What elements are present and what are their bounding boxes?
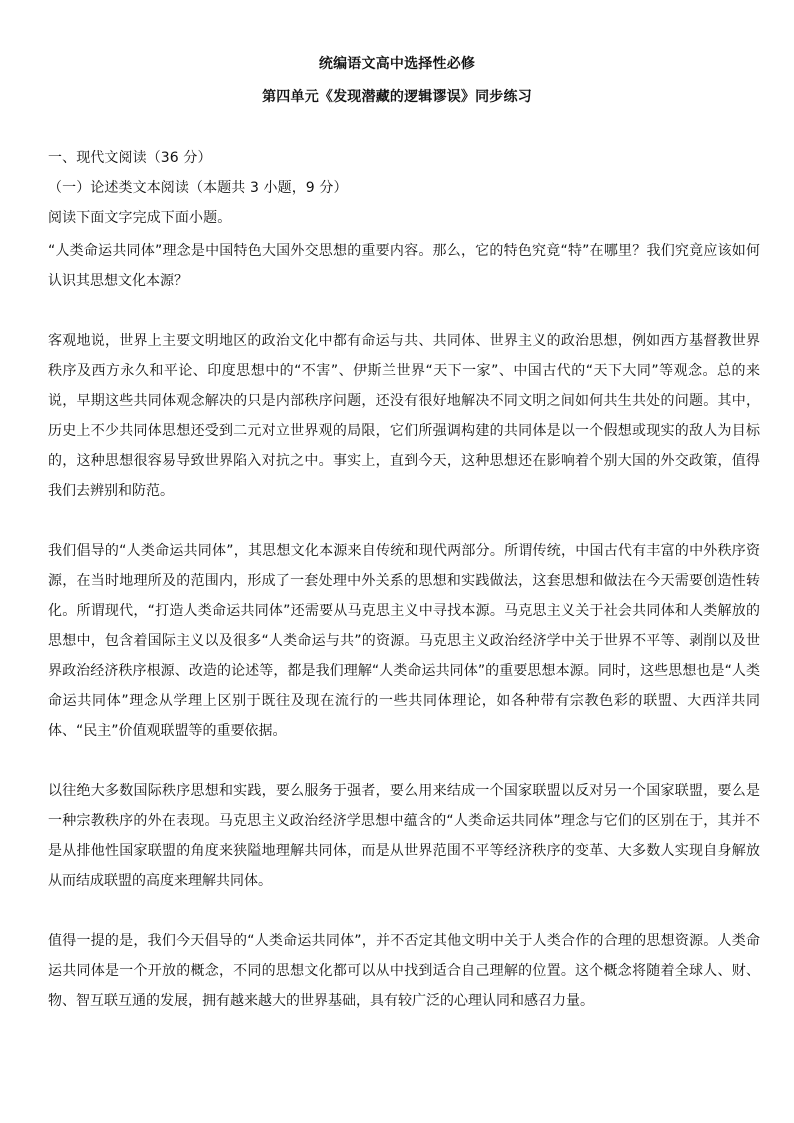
paragraph-3: 我们倡导的“人类命运共同体”，其思想文化本源来自传统和现代两部分。所谓传统，中国古代有丰富的中外秩序资源，在当时地理所及的范围内，形成了一套处理中外关系的思想和实践做法，这套思想和做法在今天需要创造性转化。所谓现代，“打造人类命运共同体”还需要从马克思主义中寻找本源。马克思主义关于社会共同体和人类解放的思想中，包含着国际主义以及很多“人类命运与共”的资源。马克思主义政治经济学中关于世界不平等、剥削以及世界政治经济秩序根源、改造的论述等，都是我们理解“人类命运共同体”的重要思想本源。同时，这些思想也是“人类命运共同体”理念从学理上区别于既往及现在流行的一些共同体理论，如各种带有宗教色彩的联盟、大西洋共同体、“民主”价值观联盟等的重要依据。 xyxy=(48,543,760,739)
document-title: 统编语文高中选择性必修 xyxy=(318,56,476,72)
paragraph-4: 以往绝大多数国际秩序思想和实践，要么服务于强者，要么用来结成一个国家联盟以反对另一个国家联盟，要么是一种宗教秩序的外在表现。马克思主义政治经济学思想中蕴含的“人类命运共同体”理念与它们的区别在于，其并不是从排他性国家联盟的角度来狭隘地理解共同体，而是从世界范围不平等经济秩序的变革、大多数人实现自身解放从而结成联盟的高度来理解共同体。 xyxy=(48,783,760,889)
document-body xyxy=(48,146,760,1016)
reading-instruction: 阅读下面文字完成下面小题。 xyxy=(48,210,232,226)
paragraph-intro: “人类命运共同体”理念是中国特色大国外交思想的重要内容。那么，它的特色究竟“特”在哪里？我们究竟应该如何认识其思想文化本源？ xyxy=(48,243,760,289)
section-subheading: （一）论述类文本阅读（本题共 3 小题，9 分） xyxy=(48,180,348,196)
paragraph-gap xyxy=(48,746,760,776)
paragraph-5: 值得一提的是，我们今天倡导的“人类命运共同体”，并不否定其他文明中关于人类合作的合理的思想资源。人类命运共同体是一个开放的概念，不同的思想文化都可以从中找到适合自己理解的位置。这个概念将随着全球人、财、物、智互联互通的发展，拥有越来越大的世界基础，具有较广泛的心理认同和感召力量。 xyxy=(48,933,760,1009)
document-subtitle: 第四单元《发现潜藏的逻辑谬误》同步练习 xyxy=(262,89,532,105)
paragraph-gap xyxy=(48,506,760,536)
section-heading: 一、现代文阅读（36 分） xyxy=(48,150,212,166)
paragraph-gap xyxy=(48,896,760,926)
paragraph-2: 客观地说，世界上主要文明地区的政治文化中都有命运与共、共同体、世界主义的政治思想，例如西方基督教世界秩序及西方永久和平论、印度思想中的“不害”、伊斯兰世界“天下一家”、中国古代的“天下大同”等观念。总的来说，早期这些共同体观念解决的只是内部秩序问题，还没有很好地解决不同文明之间如何共生共处的问题。其中，历史上不少共同体思想还受到二元对立世界观的局限，它们所强调构建的共同体是以一个假想或现实的敌人为目标的，这种思想很容易导致世界陷入对抗之中。事实上，直到今天，这种思想还在影响着个别大国的外交政策，值得我们去辨别和防范。 xyxy=(48,333,760,499)
paragraph-gap xyxy=(48,296,760,326)
